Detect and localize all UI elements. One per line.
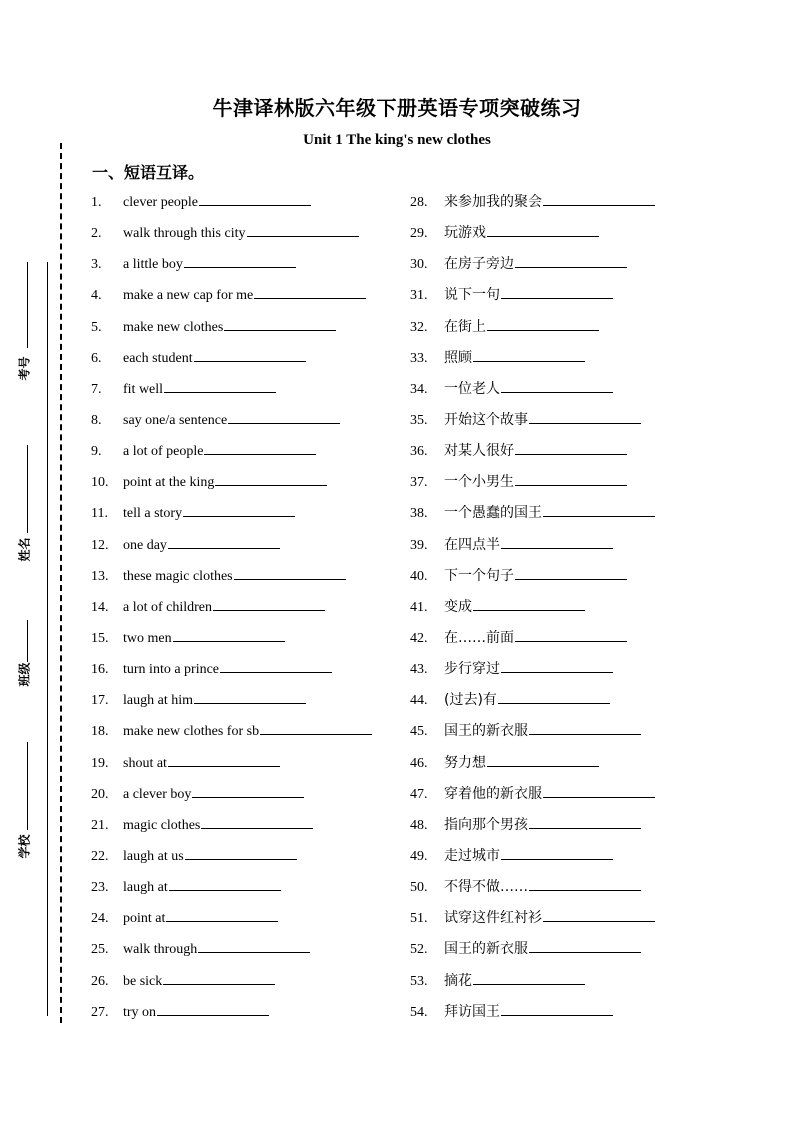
item-phrase: a lot of people bbox=[123, 444, 204, 460]
item-number: 6. bbox=[91, 350, 102, 366]
item-number: 25. bbox=[91, 942, 109, 958]
english-to-chinese-list bbox=[91, 189, 372, 1030]
answer-blank[interactable] bbox=[515, 438, 627, 455]
exercise-item bbox=[410, 376, 655, 407]
exercise-item bbox=[410, 532, 655, 563]
item-phrase: be sick bbox=[123, 973, 163, 989]
item-number: 28. bbox=[410, 195, 428, 210]
answer-blank[interactable] bbox=[501, 532, 613, 549]
exercise-item bbox=[410, 500, 655, 531]
item-number: 38. bbox=[410, 506, 428, 522]
item-phrase: 对某人很好 bbox=[444, 443, 514, 460]
exercise-item bbox=[410, 345, 655, 376]
item-number: 31. bbox=[410, 288, 428, 304]
answer-blank[interactable] bbox=[168, 532, 280, 549]
exercise-item bbox=[91, 314, 372, 345]
exercise-item bbox=[410, 905, 655, 936]
answer-blank[interactable] bbox=[234, 563, 346, 580]
item-number: 51. bbox=[410, 911, 428, 927]
exercise-item bbox=[91, 936, 372, 967]
answer-blank[interactable] bbox=[194, 687, 306, 704]
exercise-item bbox=[91, 532, 372, 563]
item-phrase: two men bbox=[123, 630, 172, 646]
answer-blank[interactable] bbox=[501, 999, 613, 1016]
answer-blank[interactable] bbox=[194, 345, 306, 362]
item-number: 7. bbox=[91, 381, 102, 397]
answer-blank[interactable] bbox=[163, 968, 275, 985]
item-phrase: 照顾 bbox=[444, 349, 472, 366]
item-phrase: 试穿这件红衬衫 bbox=[444, 910, 542, 927]
exercise-item bbox=[91, 220, 372, 251]
item-phrase: laugh at him bbox=[123, 693, 193, 709]
answer-blank[interactable] bbox=[220, 656, 332, 673]
item-phrase: 说下一句 bbox=[444, 287, 500, 304]
chinese-to-english-list bbox=[410, 189, 655, 1030]
item-number: 52. bbox=[410, 942, 428, 958]
exercise-item bbox=[410, 594, 655, 625]
answer-blank[interactable] bbox=[184, 251, 296, 268]
answer-blank[interactable] bbox=[487, 750, 599, 767]
school-blank[interactable] bbox=[27, 742, 28, 830]
exercise-item bbox=[91, 500, 372, 531]
item-number: 1. bbox=[91, 195, 102, 210]
answer-blank[interactable] bbox=[473, 345, 585, 362]
exercise-item bbox=[91, 874, 372, 905]
item-number: 5. bbox=[91, 319, 102, 335]
item-phrase: 摘花 bbox=[444, 972, 472, 989]
item-phrase: 在街上 bbox=[444, 318, 486, 335]
answer-blank[interactable] bbox=[173, 625, 285, 642]
answer-blank[interactable] bbox=[183, 500, 295, 517]
answer-blank[interactable] bbox=[487, 314, 599, 331]
answer-blank[interactable] bbox=[529, 718, 641, 735]
item-number: 17. bbox=[91, 693, 109, 709]
item-number: 26. bbox=[91, 973, 109, 989]
item-phrase: 穿着他的新衣服 bbox=[444, 785, 542, 802]
class-label: 班级 bbox=[17, 662, 32, 687]
item-number: 50. bbox=[410, 880, 428, 896]
item-phrase: 一个愚蠢的国王 bbox=[444, 505, 542, 522]
page-title: 牛津译林版六年级下册英语专项突破练习 bbox=[212, 96, 582, 120]
item-number: 12. bbox=[91, 537, 109, 553]
item-phrase: 玩游戏 bbox=[444, 225, 486, 242]
item-phrase: shout at bbox=[123, 755, 167, 771]
item-phrase: magic clothes bbox=[123, 817, 201, 833]
exercise-item bbox=[91, 251, 372, 282]
item-phrase: turn into a prince bbox=[123, 662, 220, 678]
answer-blank[interactable] bbox=[168, 750, 280, 767]
exam-number-label: 考号 bbox=[17, 356, 32, 381]
exercise-item bbox=[91, 625, 372, 656]
answer-blank[interactable] bbox=[529, 936, 641, 953]
answer-blank[interactable] bbox=[543, 905, 655, 922]
answer-blank[interactable] bbox=[515, 563, 627, 580]
item-number: 32. bbox=[410, 319, 428, 335]
answer-blank[interactable] bbox=[543, 500, 655, 517]
answer-blank[interactable] bbox=[169, 874, 281, 891]
exercise-item bbox=[410, 781, 655, 812]
item-number: 22. bbox=[91, 848, 109, 864]
item-number: 46. bbox=[410, 755, 428, 771]
item-number: 29. bbox=[410, 226, 428, 242]
item-number: 3. bbox=[91, 257, 102, 273]
item-phrase: laugh at us bbox=[123, 848, 184, 864]
exercise-item bbox=[410, 189, 655, 220]
answer-blank[interactable] bbox=[247, 220, 359, 237]
exercise-item bbox=[91, 718, 372, 749]
item-number: 15. bbox=[91, 630, 109, 646]
answer-blank[interactable] bbox=[228, 407, 340, 424]
item-number: 47. bbox=[410, 786, 428, 802]
exercise-item bbox=[91, 438, 372, 469]
item-number: 40. bbox=[410, 568, 428, 584]
answer-blank[interactable] bbox=[529, 874, 641, 891]
item-number: 42. bbox=[410, 630, 428, 646]
item-number: 9. bbox=[91, 444, 102, 460]
item-number: 21. bbox=[91, 817, 109, 833]
exercise-item bbox=[410, 438, 655, 469]
answer-blank[interactable] bbox=[515, 625, 627, 642]
answer-blank[interactable] bbox=[501, 656, 613, 673]
item-phrase: make a new cap for me bbox=[123, 288, 254, 304]
item-number: 53. bbox=[410, 973, 428, 989]
exercise-item bbox=[410, 282, 655, 313]
answer-blank[interactable] bbox=[215, 469, 327, 486]
exercise-item bbox=[410, 314, 655, 345]
answer-blank[interactable] bbox=[199, 189, 311, 206]
item-number: 37. bbox=[410, 475, 428, 491]
item-phrase: a lot of children bbox=[123, 599, 213, 615]
item-number: 44. bbox=[410, 693, 428, 709]
answer-blank[interactable] bbox=[201, 812, 313, 829]
exercise-item bbox=[410, 656, 655, 687]
item-phrase: 走过城市 bbox=[444, 847, 500, 864]
exercise-item bbox=[91, 282, 372, 313]
item-number: 39. bbox=[410, 537, 428, 553]
item-phrase: point at the king bbox=[123, 475, 215, 491]
exercise-item bbox=[91, 189, 372, 220]
item-number: 45. bbox=[410, 724, 428, 740]
item-number: 2. bbox=[91, 226, 102, 242]
exercise-item bbox=[410, 936, 655, 967]
item-phrase: fit well bbox=[123, 381, 164, 397]
item-phrase: 变成 bbox=[444, 598, 472, 615]
item-phrase: 国王的新衣服 bbox=[444, 723, 528, 740]
exercise-item bbox=[91, 376, 372, 407]
exercise-item bbox=[91, 750, 372, 781]
answer-blank[interactable] bbox=[198, 936, 310, 953]
item-phrase: each student bbox=[123, 350, 193, 366]
answer-blank[interactable] bbox=[157, 999, 269, 1016]
item-phrase: 在……前面 bbox=[444, 629, 514, 646]
item-number: 36. bbox=[410, 444, 428, 460]
answer-blank[interactable] bbox=[254, 282, 366, 299]
item-phrase: 努力想 bbox=[444, 754, 486, 771]
item-phrase: 在四点半 bbox=[444, 536, 500, 553]
answer-blank[interactable] bbox=[543, 781, 655, 798]
cut-line bbox=[60, 143, 62, 1023]
item-phrase: 不得不做…… bbox=[444, 879, 528, 896]
answer-blank[interactable] bbox=[501, 282, 613, 299]
item-phrase: a clever boy bbox=[123, 786, 192, 802]
section-heading: 一、短语互译。 bbox=[92, 163, 205, 182]
answer-blank[interactable] bbox=[224, 314, 336, 331]
item-number: 10. bbox=[91, 475, 109, 491]
exercise-item bbox=[91, 999, 372, 1030]
item-number: 30. bbox=[410, 257, 428, 273]
answer-blank[interactable] bbox=[529, 812, 641, 829]
item-phrase: laugh at bbox=[123, 880, 168, 896]
exercise-item bbox=[91, 656, 372, 687]
exercise-item bbox=[410, 251, 655, 282]
item-number: 49. bbox=[410, 848, 428, 864]
exercise-item bbox=[410, 718, 655, 749]
answer-blank[interactable] bbox=[166, 905, 278, 922]
answer-blank[interactable] bbox=[185, 843, 297, 860]
exercise-item bbox=[91, 968, 372, 999]
exercise-item bbox=[91, 563, 372, 594]
exercise-item bbox=[410, 874, 655, 905]
item-phrase: clever people bbox=[123, 195, 199, 210]
item-number: 33. bbox=[410, 350, 428, 366]
answer-blank[interactable] bbox=[543, 189, 655, 206]
item-phrase: point at bbox=[123, 911, 166, 927]
school-label: 学校 bbox=[17, 834, 32, 859]
exercise-item bbox=[410, 625, 655, 656]
exercise-item bbox=[91, 843, 372, 874]
item-phrase: make new clothes bbox=[123, 319, 224, 335]
exercise-item bbox=[410, 563, 655, 594]
item-phrase: say one/a sentence bbox=[123, 412, 228, 428]
exercise-item bbox=[410, 469, 655, 500]
item-number: 54. bbox=[410, 1004, 428, 1020]
item-phrase: 国王的新衣服 bbox=[444, 941, 528, 958]
answer-blank[interactable] bbox=[213, 594, 325, 611]
item-phrase: 一个小男生 bbox=[444, 474, 514, 491]
item-phrase: 一位老人 bbox=[444, 380, 500, 397]
answer-blank[interactable] bbox=[164, 376, 276, 393]
item-phrase: 开始这个故事 bbox=[444, 411, 528, 428]
exercise-item bbox=[91, 407, 372, 438]
item-number: 23. bbox=[91, 880, 109, 896]
binding-line bbox=[47, 262, 48, 1016]
item-phrase: try on bbox=[123, 1004, 157, 1020]
exercise-item bbox=[91, 905, 372, 936]
item-phrase: 在房子旁边 bbox=[444, 256, 514, 273]
answer-blank[interactable] bbox=[501, 843, 613, 860]
item-number: 27. bbox=[91, 1004, 109, 1020]
item-phrase: tell a story bbox=[123, 506, 183, 522]
item-phrase: (过去)有 bbox=[444, 692, 497, 709]
item-number: 19. bbox=[91, 755, 109, 771]
answer-blank[interactable] bbox=[204, 438, 316, 455]
item-number: 18. bbox=[91, 724, 109, 740]
exercise-item bbox=[91, 345, 372, 376]
item-phrase: a little boy bbox=[123, 257, 183, 273]
exercise-item bbox=[410, 220, 655, 251]
item-number: 34. bbox=[410, 381, 428, 397]
exercise-item bbox=[410, 687, 655, 718]
name-label: 姓名 bbox=[17, 537, 32, 562]
item-phrase: walk through this city bbox=[123, 226, 246, 242]
item-number: 20. bbox=[91, 786, 109, 802]
exercise-item bbox=[410, 812, 655, 843]
answer-blank[interactable] bbox=[498, 687, 610, 704]
item-number: 43. bbox=[410, 662, 428, 678]
item-number: 4. bbox=[91, 288, 102, 304]
answer-blank[interactable] bbox=[487, 220, 599, 237]
item-number: 16. bbox=[91, 662, 109, 678]
answer-blank[interactable] bbox=[473, 968, 585, 985]
exercise-item bbox=[91, 812, 372, 843]
item-number: 8. bbox=[91, 412, 102, 428]
answer-blank[interactable] bbox=[515, 251, 627, 268]
item-phrase: make new clothes for sb bbox=[123, 724, 260, 740]
exercise-item bbox=[410, 999, 655, 1030]
item-number: 13. bbox=[91, 568, 109, 584]
answer-blank[interactable] bbox=[515, 469, 627, 486]
item-phrase: 下一个句子 bbox=[444, 567, 514, 584]
item-number: 48. bbox=[410, 817, 428, 833]
item-number: 41. bbox=[410, 599, 428, 615]
item-phrase: 拜访国王 bbox=[444, 1003, 500, 1020]
item-number: 24. bbox=[91, 911, 109, 927]
unit-subtitle: Unit 1 The king's new clothes bbox=[303, 132, 491, 148]
answer-blank[interactable] bbox=[192, 781, 304, 798]
answer-blank[interactable] bbox=[501, 376, 613, 393]
exercise-item bbox=[410, 843, 655, 874]
name-blank[interactable] bbox=[27, 445, 28, 533]
exercise-item bbox=[410, 968, 655, 999]
exercise-item bbox=[410, 407, 655, 438]
class-blank[interactable] bbox=[27, 620, 28, 662]
exam-number-blank[interactable] bbox=[27, 262, 28, 348]
answer-blank[interactable] bbox=[260, 718, 372, 735]
item-number: 14. bbox=[91, 599, 109, 615]
item-phrase: 来参加我的聚会 bbox=[444, 194, 542, 210]
item-number: 35. bbox=[410, 412, 428, 428]
item-phrase: one day bbox=[123, 537, 167, 553]
item-phrase: these magic clothes bbox=[123, 568, 233, 584]
answer-blank[interactable] bbox=[473, 594, 585, 611]
answer-blank[interactable] bbox=[529, 407, 641, 424]
exercise-item bbox=[91, 687, 372, 718]
item-phrase: walk through bbox=[123, 942, 198, 958]
exercise-item bbox=[91, 469, 372, 500]
exercise-item bbox=[91, 781, 372, 812]
exercise-item bbox=[91, 594, 372, 625]
exercise-item bbox=[410, 750, 655, 781]
item-phrase: 指向那个男孩 bbox=[444, 816, 528, 833]
item-phrase: 步行穿过 bbox=[444, 661, 500, 678]
item-number: 11. bbox=[91, 506, 108, 522]
